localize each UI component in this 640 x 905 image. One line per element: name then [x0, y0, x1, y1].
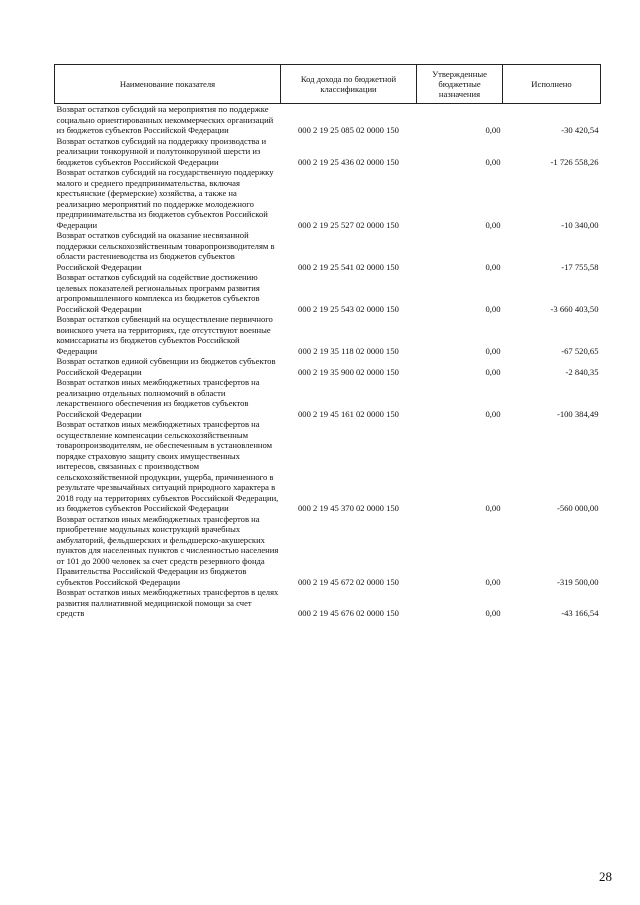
- table-row: [55, 230, 601, 272]
- header-income-code: Код дохода по бюджетной классификации: [281, 65, 417, 104]
- row-income-code: 000 2 19 25 541 02 0000 150: [298, 261, 399, 272]
- page-number: 28: [599, 869, 612, 884]
- row-executed-amount: -560 000,00: [556, 503, 599, 513]
- row-indicator-name: Возврат остатков субсидий на государственную поддержку малого и среднего предпринимательства, включая крестьянские (фермерские) хозяйства, а также на реализацию мероприятий по поддержке молодежного предпринимательства из бюджетов субъектов Российской Федерации: [56, 167, 274, 230]
- row-approved-amount: 0,00: [485, 408, 501, 419]
- row-income-code: 000 2 19 25 436 02 0000 150: [298, 156, 399, 167]
- row-indicator-name: Возврат остатков иных межбюджетных трансфертов на реализацию отдельных полномочий в области лекарственного обеспечения из бюджетов субъектов Российской Федерации: [56, 377, 260, 419]
- table-row: [55, 356, 601, 377]
- row-approved-amount: 0,00: [485, 345, 501, 356]
- table-row: [55, 136, 601, 168]
- table-row: [55, 377, 601, 419]
- table-row: [55, 167, 601, 230]
- row-approved-amount: 0,00: [485, 125, 501, 135]
- row-executed-amount: -3 660 403,50: [550, 303, 599, 314]
- row-executed-amount: -43 166,54: [561, 608, 599, 618]
- row-executed-amount: -319 500,00: [556, 576, 599, 587]
- row-approved-amount: 0,00: [485, 503, 501, 513]
- row-income-code: 000 2 19 35 118 02 0000 150: [298, 345, 399, 356]
- row-indicator-name: Возврат остатков иных межбюджетных трансфертов на приобретение модульных конструкций врачебных амбулаторий, фельдшерских и фельдшерско-акушерских пунктов для населенных пунктов с численностью населения от 101 до 2000 человек за счет средств резервного фонда Правительства Российской Федерации из бюджетов субъектов Российской Федерации: [56, 513, 279, 587]
- row-executed-amount: -10 340,00: [561, 219, 599, 230]
- row-income-code: 000 2 19 25 527 02 0000 150: [298, 219, 399, 230]
- row-executed-amount: -100 384,49: [556, 408, 599, 419]
- row-approved-amount: 0,00: [485, 261, 501, 272]
- header-approved-amounts: Утвержденные бюджетные назначения: [417, 65, 503, 104]
- row-indicator-name: Возврат остатков субсидий на содействие достижению целевых показателей региональных программ развития агропромышленного комплекса из бюджетов субъектов Российской Федерации: [56, 272, 260, 314]
- table-row: [55, 314, 601, 356]
- row-executed-amount: -17 755,58: [561, 261, 599, 272]
- row-income-code: 000 2 19 25 543 02 0000 150: [298, 303, 399, 314]
- row-indicator-name: Возврат остатков единой субвенции из бюджетов субъектов Российской Федерации: [56, 356, 276, 377]
- row-approved-amount: 0,00: [485, 219, 501, 230]
- row-executed-amount: -30 420,54: [561, 125, 599, 135]
- row-approved-amount: 0,00: [485, 303, 501, 314]
- table-row: [55, 587, 601, 619]
- row-income-code: 000 2 19 45 676 02 0000 150: [298, 608, 399, 618]
- row-income-code: 000 2 19 45 370 02 0000 150: [298, 503, 399, 513]
- table-row: [55, 419, 601, 514]
- table-row: [55, 272, 601, 314]
- row-indicator-name: Возврат остатков субсидий на оказание несвязанной поддержки сельскохозяйственным товаропроизводителям в области растениеводства из бюджетов субъектов Российской Федерации: [56, 230, 275, 272]
- row-indicator-name: Возврат остатков иных межбюджетных трансфертов на осуществление компенсации сельскохозяйственным товаропроизводителям, не обеспеченным в установленном порядке страховую защиту своих имущественных интересов, связанных с производством сельскохозяйственной продукции, ущерба, причиненного в результате чрезвычайных ситуаций природного характера в 2018 году на территориях субъектов Российской Федерации, из бюджетов субъектов Российской Федерации: [56, 419, 279, 513]
- row-indicator-name: Возврат остатков субвенций на осуществление первичного воинского учета на территориях, где отсутствуют военные комиссариаты из бюджетов субъектов Российской Федерации: [56, 314, 273, 356]
- row-income-code: 000 2 19 35 900 02 0000 150: [298, 366, 399, 377]
- budget-report-table: [54, 64, 601, 619]
- row-income-code: 000 2 19 25 085 02 0000 150: [298, 125, 399, 135]
- row-approved-amount: 0,00: [485, 156, 501, 167]
- row-indicator-name: Возврат остатков иных межбюджетных трансфертов в целях развития паллиативной медицинской помощи за счет средств: [56, 587, 279, 618]
- table-row: [55, 514, 601, 588]
- row-income-code: 000 2 19 45 161 02 0000 150: [298, 408, 399, 419]
- row-approved-amount: 0,00: [485, 576, 501, 587]
- row-approved-amount: 0,00: [485, 366, 501, 377]
- table-row: [55, 104, 601, 136]
- row-indicator-name: Возврат остатков субсидий на поддержку производства и реализации тонкорунной и полутонкорунной шерсти из бюджетов субъектов Российской Федерации: [56, 135, 267, 167]
- row-executed-amount: -67 520,65: [561, 345, 599, 356]
- table-header-row: [55, 65, 601, 104]
- row-executed-amount: -1 726 558,26: [550, 156, 599, 167]
- row-indicator-name: Возврат остатков субсидий на мероприятия по поддержке социально ориентированных некоммерческих организаций из бюджетов субъектов Российской Федерации: [56, 104, 274, 135]
- row-income-code: 000 2 19 45 672 02 0000 150: [298, 576, 399, 587]
- header-indicator-name: Наименование показателя: [55, 65, 281, 104]
- header-executed: Исполнено: [503, 65, 601, 104]
- row-executed-amount: -2 840,35: [565, 366, 599, 377]
- row-approved-amount: 0,00: [485, 608, 501, 618]
